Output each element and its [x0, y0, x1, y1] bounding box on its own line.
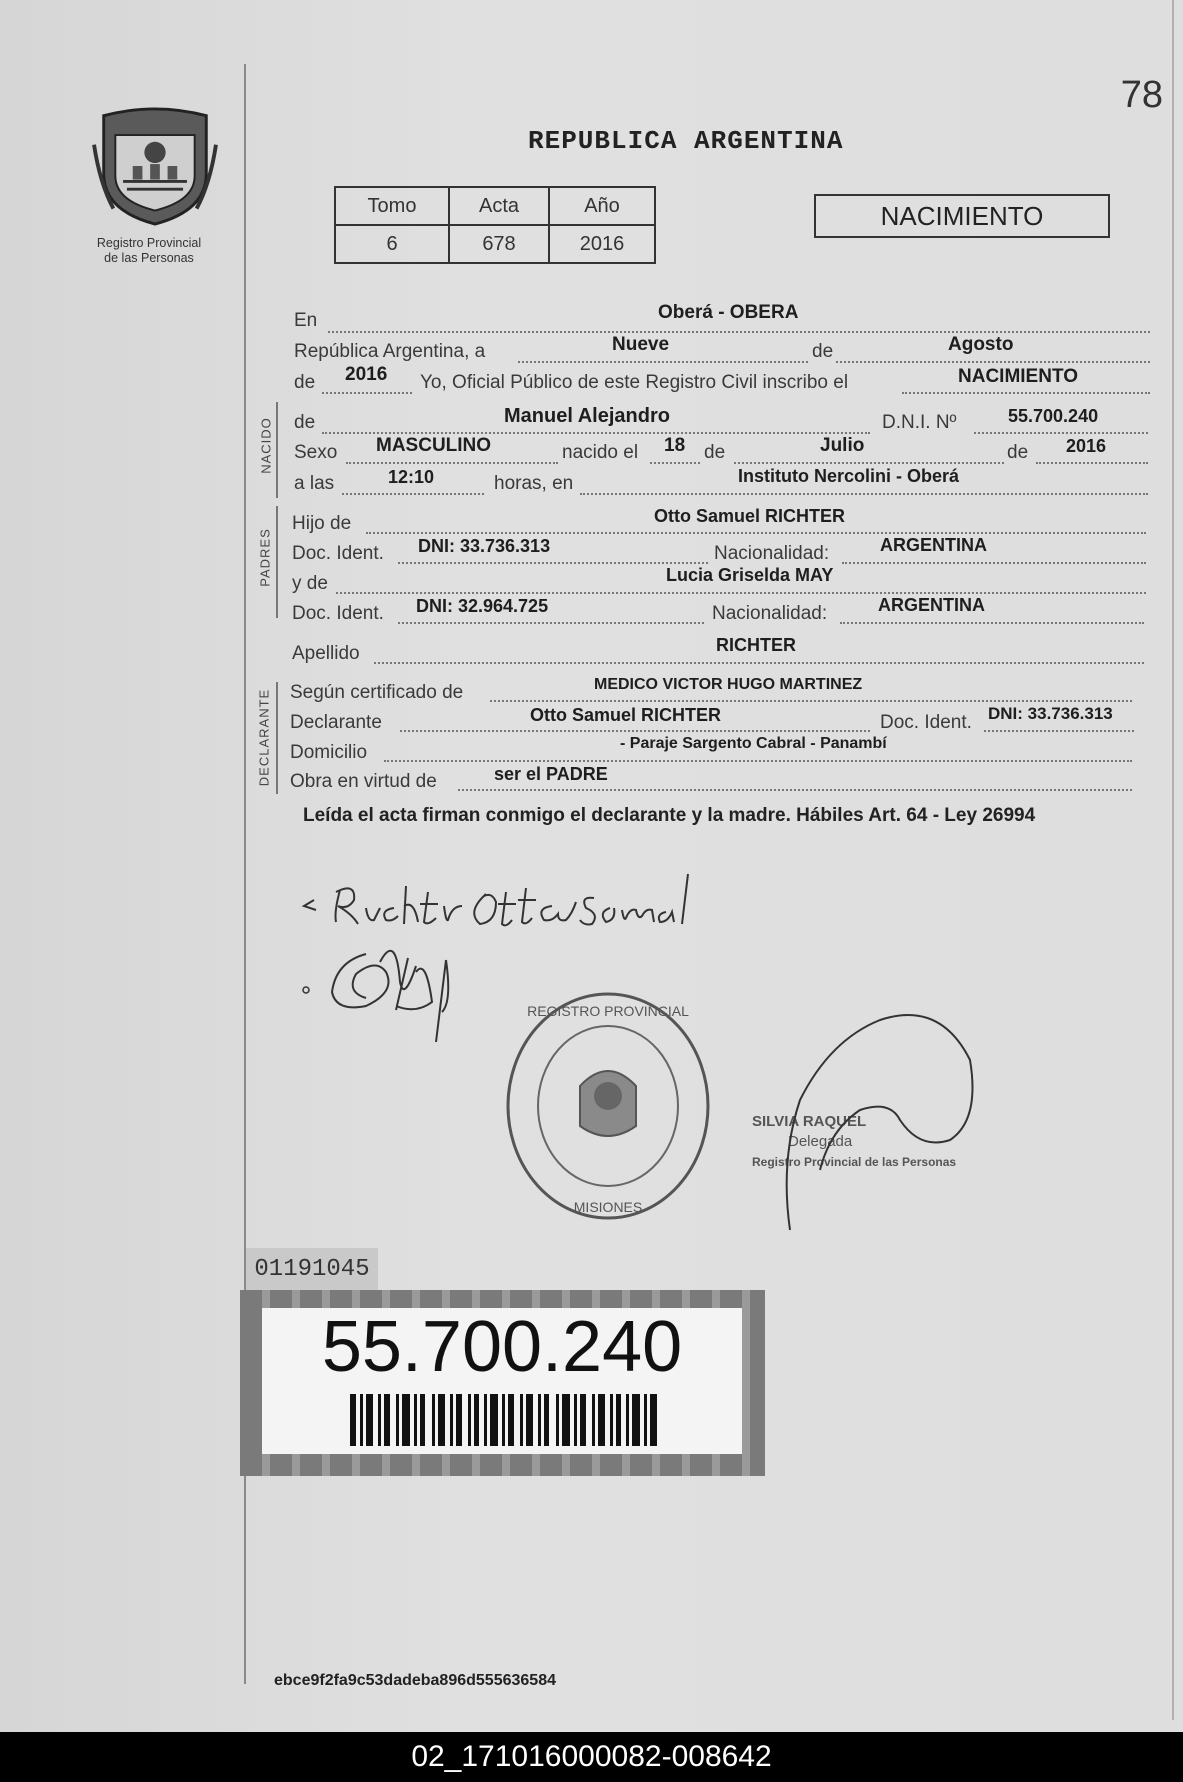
dotted-line — [836, 361, 1150, 363]
label-horas-en: horas, en — [494, 473, 574, 494]
dotted-line — [346, 462, 558, 464]
value-madre-dni: DNI: 32.964.725 — [416, 596, 549, 616]
value-nombre: Manuel Alejandro — [504, 405, 670, 427]
registrar-signature — [770, 1000, 990, 1240]
side-label-padres: PADRES — [257, 528, 273, 587]
dotted-line — [490, 700, 1132, 702]
value-apellido: RICHTER — [716, 635, 796, 655]
label-republica: República Argentina, a — [294, 341, 486, 362]
stamp-name: SILVIA RAQUEL — [752, 1113, 867, 1130]
footer-id: 02_171016000082-008642 — [0, 1732, 1183, 1782]
label-doc-ident-2: Doc. Ident. — [292, 603, 384, 624]
dotted-line — [398, 562, 708, 564]
dotted-line — [322, 392, 412, 394]
document-type-box: NACIMIENTO — [814, 194, 1110, 238]
dotted-line — [984, 730, 1134, 732]
closing-statement: Leída el acta firman conmigo el declarante y la madre. Hábiles Art. 64 - Ley 26994 — [303, 805, 1036, 826]
dotted-line — [384, 760, 1132, 762]
province-emblem-icon — [92, 106, 218, 226]
logo-caption: Registro Provincial de las Personas — [96, 236, 202, 265]
value-anio: 2016 — [345, 364, 388, 385]
label-nacionalidad-1: Nacionalidad: — [714, 543, 830, 564]
label-obra-en-virtud: Obra en virtud de — [290, 771, 437, 792]
section-divider — [276, 682, 278, 794]
label-a-las: a las — [294, 473, 335, 494]
dotted-line — [650, 462, 700, 464]
side-label-nacido: NACIDO — [258, 417, 274, 474]
value-madre-nac: ARGENTINA — [878, 595, 985, 615]
right-edge-line — [1172, 0, 1174, 1720]
label-de-dia: de — [704, 442, 726, 463]
dotted-line — [374, 662, 1144, 664]
dotted-line — [842, 562, 1146, 564]
svg-text:- MISIONES -: - MISIONES - — [565, 1199, 651, 1215]
value-padre: Otto Samuel RICHTER — [654, 506, 846, 526]
dotted-line — [580, 493, 1148, 495]
dotted-line — [336, 592, 1146, 594]
label-en: En — [294, 310, 318, 331]
dotted-line — [400, 730, 870, 732]
value-tipo-inscripcion: NACIMIENTO — [958, 366, 1078, 387]
registry-table — [334, 186, 656, 264]
value-certificado: MEDICO VICTOR HUGO MARTINEZ — [594, 676, 863, 693]
label-apellido: Apellido — [292, 643, 360, 664]
label-hijo-de: Hijo de — [292, 513, 352, 534]
value-declarante: Otto Samuel RICHTER — [530, 705, 722, 725]
label-doc-ident-1: Doc. Ident. — [292, 543, 384, 564]
section-divider — [276, 506, 278, 618]
dotted-line — [458, 789, 1132, 791]
dotted-line — [902, 392, 1150, 394]
value-padre-nac: ARGENTINA — [880, 535, 987, 555]
dotted-line — [366, 532, 1146, 534]
label-y-de: y de — [292, 573, 328, 594]
label-sexo: Sexo — [294, 442, 338, 463]
label-nacido-el: nacido el — [562, 442, 639, 463]
dotted-line — [974, 432, 1148, 434]
value-domicilio: - Paraje Sargento Cabral - Panambí — [620, 735, 887, 752]
value-lugar: Oberá - OBERA — [658, 302, 799, 323]
value-virtud: ser el PADRE — [494, 764, 608, 784]
value-dni: 55.700.240 — [1008, 406, 1099, 426]
label-de-anio: de — [294, 372, 316, 393]
official-seal-icon — [500, 986, 716, 1226]
label-de-mes: de — [812, 341, 834, 362]
value-madre: Lucia Griselda MAY — [666, 565, 834, 585]
value-anio: 2016 — [549, 225, 655, 263]
serial-number: 01191045 — [246, 1248, 378, 1292]
value-lugar-nac: Instituto Nercolini - Oberá — [738, 466, 960, 486]
dotted-line — [840, 622, 1144, 624]
document-hash: ebce9f2fa9c53dadeba896d555636584 — [274, 1672, 556, 1689]
stamp-role: Delegada — [788, 1133, 853, 1150]
value-dia-nac: 18 — [664, 435, 686, 456]
barcode-icon — [350, 1394, 660, 1446]
dotted-line — [328, 331, 1150, 333]
value-declarante-dni: DNI: 33.736.313 — [988, 704, 1113, 723]
dotted-line — [342, 493, 484, 495]
svg-text:REGISTRO PROVINCIAL: REGISTRO PROVINCIAL — [527, 1003, 689, 1019]
value-sexo: MASCULINO — [376, 435, 492, 456]
header-acta: Acta — [449, 187, 549, 225]
header-tomo: Tomo — [335, 187, 449, 225]
value-dia: Nueve — [612, 334, 670, 355]
label-declarante: Declarante — [290, 712, 382, 733]
document-title: REPUBLICA ARGENTINA — [528, 126, 844, 156]
value-anio-nac: 2016 — [1066, 436, 1107, 456]
label-doc-ident-3: Doc. Ident. — [880, 712, 972, 733]
label-nacionalidad-2: Nacionalidad: — [712, 603, 828, 624]
header-anio: Año — [549, 187, 655, 225]
label-segun-certificado: Según certificado de — [290, 682, 464, 703]
label-yo-oficial: Yo, Oficial Público de este Registro Civil inscribo el — [420, 372, 849, 393]
label-dni: D.N.I. Nº — [882, 412, 957, 433]
dotted-line — [322, 432, 870, 434]
page-number: 78 — [1120, 74, 1163, 116]
dotted-line — [734, 462, 1004, 464]
value-mes: Agosto — [948, 334, 1014, 355]
dni-label-number: 55.700.240 — [321, 1307, 683, 1387]
value-tomo: 6 — [335, 225, 449, 263]
value-hora: 12:10 — [388, 467, 435, 487]
section-divider — [276, 402, 278, 498]
label-de-nombre: de — [294, 412, 316, 433]
value-mes-nac: Julio — [820, 435, 865, 456]
side-label-declarante: DECLARANTE — [256, 688, 272, 787]
value-padre-dni: DNI: 33.736.313 — [418, 536, 551, 556]
stamp-office: Registro Provincial de las Personas — [752, 1155, 957, 1169]
label-de-anio-nac: de — [1007, 442, 1029, 463]
dotted-line — [398, 622, 704, 624]
dotted-line — [1036, 462, 1148, 464]
dotted-line — [518, 361, 808, 363]
label-domicilio: Domicilio — [290, 742, 368, 763]
value-acta: 678 — [449, 225, 549, 263]
